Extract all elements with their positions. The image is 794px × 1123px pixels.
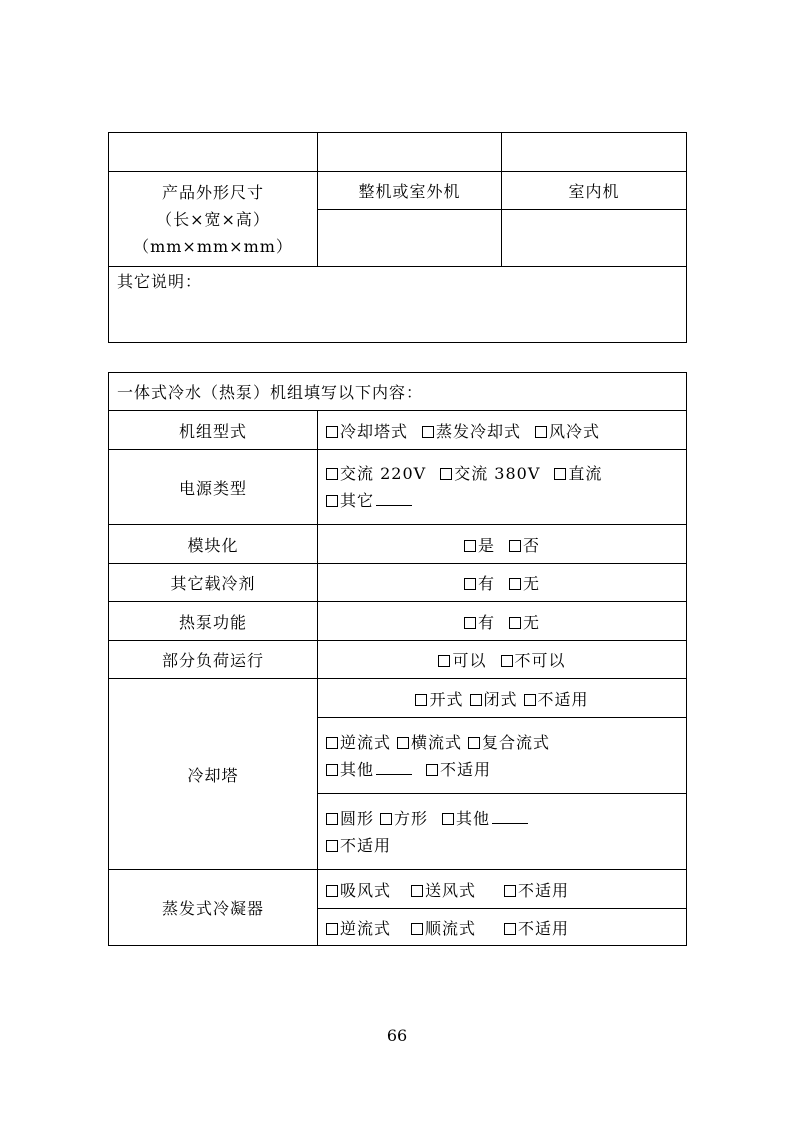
checkbox[interactable]	[504, 923, 516, 935]
unit-type-label: 机组型式	[109, 411, 318, 450]
checkbox[interactable]	[326, 840, 338, 852]
checkbox[interactable]	[464, 617, 476, 629]
part-load-option[interactable]: 可以	[438, 648, 486, 671]
tower-shape-option[interactable]: 其他	[442, 809, 528, 828]
checkbox[interactable]	[438, 655, 450, 667]
checkbox[interactable]	[426, 764, 438, 776]
unit-type-option[interactable]: 蒸发冷却式	[422, 419, 521, 442]
chiller-header: 一体式冷水（热泵）机组填写以下内容：	[109, 373, 687, 411]
heat-pump-option[interactable]: 有	[464, 610, 495, 633]
checkbox[interactable]	[509, 578, 521, 590]
part-load-label: 部分负荷运行	[109, 641, 318, 679]
other-notes-label: 其它说明：	[117, 272, 203, 291]
other-notes-cell[interactable]	[109, 267, 687, 343]
dimensions-label-line1: 产品外形尺寸	[161, 182, 264, 202]
checkbox[interactable]	[464, 540, 476, 552]
condenser-flow-option[interactable]: 逆流式	[326, 916, 391, 939]
tower-shape-option[interactable]: 不适用	[326, 836, 391, 855]
modular-option[interactable]: 否	[509, 536, 540, 555]
checkbox[interactable]	[326, 923, 338, 935]
tower-option[interactable]: 不适用	[524, 690, 589, 709]
blank-cell[interactable]	[318, 133, 502, 172]
unit-type-option[interactable]: 冷却塔式	[326, 419, 408, 442]
checkbox[interactable]	[326, 737, 338, 749]
condenser-fan-option[interactable]: 不适用	[504, 881, 569, 900]
heat-pump-label: 热泵功能	[109, 602, 318, 641]
checkbox[interactable]	[411, 923, 423, 935]
condenser-flow-option[interactable]: 顺流式	[411, 916, 476, 939]
checkbox[interactable]	[326, 764, 338, 776]
fill-in-blank[interactable]	[376, 491, 412, 506]
cooling-tower-label: 冷却塔	[109, 679, 318, 870]
checkbox[interactable]	[509, 540, 521, 552]
checkbox[interactable]	[470, 694, 482, 706]
power-option[interactable]: 交流 380V	[440, 460, 540, 487]
checkbox[interactable]	[440, 468, 452, 480]
outdoor-unit-header: 整机或室外机	[318, 172, 502, 210]
checkbox[interactable]	[326, 495, 338, 507]
modular-label: 模块化	[109, 525, 318, 564]
refrigerant-option[interactable]: 有	[464, 571, 495, 594]
condenser-fan-option[interactable]: 吸风式	[326, 878, 391, 901]
power-option[interactable]: 直流	[554, 460, 602, 487]
tower-flow-option[interactable]: 复合流式	[468, 733, 550, 752]
checkbox[interactable]	[501, 655, 513, 667]
page-number: 66	[386, 1026, 408, 1045]
checkbox[interactable]	[326, 813, 338, 825]
checkbox[interactable]	[504, 885, 516, 897]
checkbox[interactable]	[464, 578, 476, 590]
tower-option[interactable]: 开式	[415, 687, 463, 710]
tower-flow-option[interactable]: 横流式	[397, 729, 462, 756]
blank-cell[interactable]	[502, 133, 687, 172]
other-refrigerant-label: 其它载冷剂	[109, 564, 318, 602]
tower-flow-option[interactable]: 其他	[326, 756, 412, 783]
checkbox[interactable]	[397, 737, 409, 749]
unit-type-option[interactable]: 风冷式	[535, 419, 600, 442]
modular-option[interactable]: 是	[464, 533, 495, 556]
checkbox[interactable]	[442, 813, 454, 825]
checkbox[interactable]	[468, 737, 480, 749]
power-option[interactable]: 其它	[326, 487, 412, 514]
condenser-fan-option[interactable]: 送风式	[411, 878, 476, 901]
checkbox[interactable]	[411, 885, 423, 897]
evap-condenser-label: 蒸发式冷凝器	[109, 870, 318, 946]
condenser-flow-option[interactable]: 不适用	[504, 919, 569, 938]
part-load-option[interactable]: 不可以	[501, 651, 566, 670]
refrigerant-option[interactable]: 无	[509, 574, 540, 593]
fill-in-blank[interactable]	[376, 760, 412, 775]
dimensions-label	[109, 172, 318, 267]
tower-shape-option[interactable]: 圆形	[326, 805, 374, 832]
outdoor-dimensions-input[interactable]	[318, 210, 502, 267]
blank-cell[interactable]	[109, 133, 318, 172]
checkbox[interactable]	[524, 694, 536, 706]
indoor-unit-header: 室内机	[502, 172, 687, 210]
indoor-dimensions-input[interactable]	[502, 210, 687, 267]
dimensions-table	[108, 132, 687, 343]
checkbox[interactable]	[326, 468, 338, 480]
checkbox[interactable]	[509, 617, 521, 629]
checkbox[interactable]	[535, 426, 547, 438]
tower-option[interactable]: 闭式	[470, 687, 518, 710]
checkbox[interactable]	[380, 813, 392, 825]
power-option[interactable]: 交流 220V	[326, 460, 426, 487]
dimensions-label-line3: （mm×mm×mm）	[133, 236, 293, 256]
dimensions-label-line2: （长×宽×高）	[156, 209, 270, 229]
checkbox[interactable]	[326, 885, 338, 897]
tower-flow-option[interactable]: 逆流式	[326, 729, 391, 756]
tower-flow-option[interactable]: 不适用	[426, 760, 491, 779]
checkbox[interactable]	[326, 426, 338, 438]
heat-pump-option[interactable]: 无	[509, 613, 540, 632]
checkbox[interactable]	[422, 426, 434, 438]
power-type-label: 电源类型	[109, 450, 318, 525]
fill-in-blank[interactable]	[492, 809, 528, 824]
tower-shape-option[interactable]: 方形	[380, 805, 428, 832]
chiller-table	[108, 372, 687, 946]
checkbox[interactable]	[415, 694, 427, 706]
checkbox[interactable]	[554, 468, 566, 480]
